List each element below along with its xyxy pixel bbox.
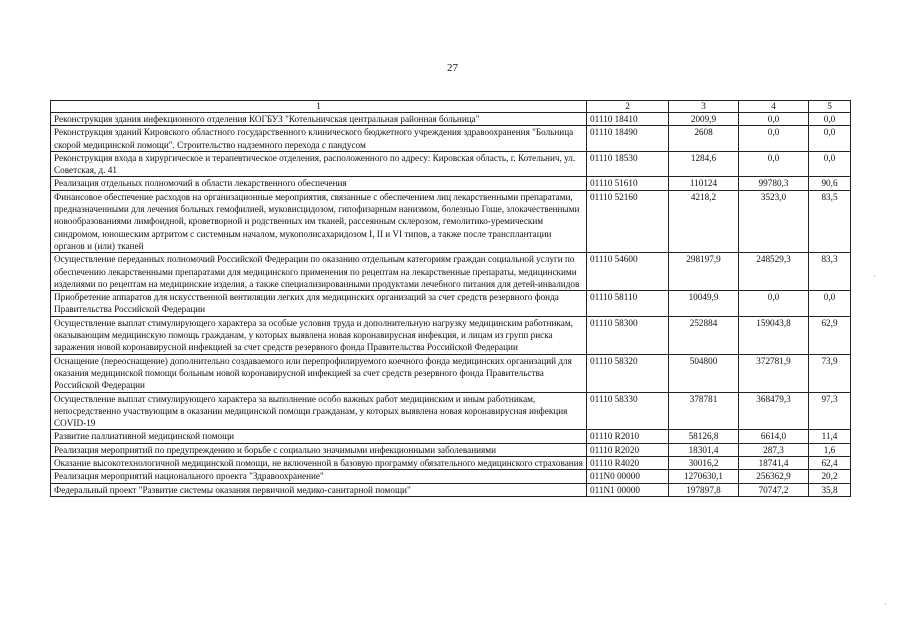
row-planned-cell: 197897,8 <box>669 483 739 496</box>
row-percent-cell: 83,5 <box>809 190 851 252</box>
row-code-cell: 011N1 00000 <box>587 483 669 496</box>
row-name-cell: Осуществление переданных полномочий Российской Федерации по оказанию отдельным категориям граждан социальной услуги по обеспечению лекарственными препаратами для медицинского применения по рецептам на лекарственные препараты, медицинскими изделиями по рецептам на медицинские изделия, а также специализированными продуктами лечебного питания для детей-инвалидов <box>51 253 587 291</box>
row-code-cell: 01110 R2020 <box>587 443 669 456</box>
row-name-cell: Развитие паллиативной медицинской помощи <box>51 430 587 443</box>
row-code-cell: 01110 58330 <box>587 392 669 430</box>
row-executed-cell: 70747,2 <box>739 483 809 496</box>
row-percent-cell: 0,0 <box>809 291 851 317</box>
row-code-cell: 01110 18530 <box>587 151 669 177</box>
row-percent-cell: 90,6 <box>809 177 851 190</box>
row-executed-cell: 3523,0 <box>739 190 809 252</box>
row-executed-cell: 256362,9 <box>739 470 809 483</box>
row-planned-cell: 1270630,1 <box>669 470 739 483</box>
table-row <box>51 354 851 392</box>
row-planned-cell: 58126,8 <box>669 430 739 443</box>
row-executed-cell: 248529,3 <box>739 253 809 291</box>
row-executed-cell: 159043,8 <box>739 316 809 354</box>
row-executed-cell: 368479,3 <box>739 392 809 430</box>
row-executed-cell: 372781,9 <box>739 354 809 392</box>
row-name-cell: Оказание высокотехнологичной медицинской помощи, не включенной в базовую программу обязательного медицинского страхования <box>51 457 587 470</box>
row-code-cell: 01110 58320 <box>587 354 669 392</box>
table-row <box>51 126 851 152</box>
table-row <box>51 470 851 483</box>
table-row <box>51 392 851 430</box>
row-code-cell: 011N0 00000 <box>587 470 669 483</box>
table-row <box>51 190 851 252</box>
row-executed-cell: 0,0 <box>739 126 809 152</box>
table-row <box>51 483 851 496</box>
column-header-percent: 5 <box>809 101 851 113</box>
row-name-cell: Реконструкция зданий Кировского областного государственного клинического бюджетного учреждения здравоохранения "Больница скорой медицинской помощи". Строительство надземного перехода с пандусом <box>51 126 587 152</box>
table-row <box>51 430 851 443</box>
row-percent-cell: 62,4 <box>809 457 851 470</box>
table-row <box>51 316 851 354</box>
row-name-cell: Реализация мероприятий по предупреждению и борьбе с социально значимыми инфекционными заболеваниями <box>51 443 587 456</box>
row-percent-cell: 62,9 <box>809 316 851 354</box>
page-number: 27 <box>447 62 458 74</box>
row-name-cell: Реализация мероприятий национального проекта "Здравоохранение" <box>51 470 587 483</box>
row-planned-cell: 110124 <box>669 177 739 190</box>
row-percent-cell: 35,8 <box>809 483 851 496</box>
row-name-cell: Осуществление выплат стимулирующего характера за выполнение особо важных работ медицинским и иным работникам, непосредственно участвующим в оказании медицинской помощи гражданам, у которых выявлена новая коронавирусная инфекция COVID-19 <box>51 392 587 430</box>
row-name-cell: Реализация отдельных полномочий в области лекарственного обеспечения <box>51 177 587 190</box>
table-row <box>51 457 851 470</box>
row-percent-cell: 0,0 <box>809 113 851 126</box>
table-body <box>51 113 851 497</box>
row-planned-cell: 18301,4 <box>669 443 739 456</box>
row-planned-cell: 504800 <box>669 354 739 392</box>
column-header-planned: 3 <box>669 101 739 113</box>
row-code-cell: 01110 52160 <box>587 190 669 252</box>
row-name-cell: Финансовое обеспечение расходов на организационные мероприятия, связанные с обеспечением лиц лекарственными препаратами, предназначенными для лечения больных гемофилией, муковисцидозом, гипофизарным нанизмом, болезнью Гоше, злокачественными новообразованиями лимфоидной, кроветворной и родственных им тканей, рассеянным склерозом, гемолитико-уремическим синдромом, юношеским артритом с системным началом, мукополисахаридозом I, II и VI типов, а также после трансплантации органов и (или) тканей <box>51 190 587 252</box>
table-row <box>51 177 851 190</box>
column-header-code: 2 <box>587 101 669 113</box>
budget-execution-table <box>50 100 851 497</box>
table-row <box>51 113 851 126</box>
row-code-cell: 01110 54600 <box>587 253 669 291</box>
table-row <box>51 291 851 317</box>
row-executed-cell: 287,3 <box>739 443 809 456</box>
row-code-cell: 01110 R2010 <box>587 430 669 443</box>
row-code-cell: 01110 58110 <box>587 291 669 317</box>
row-code-cell: 01110 18490 <box>587 126 669 152</box>
column-header-name: 1 <box>51 101 587 113</box>
row-name-cell: Реконструкция входа в хирургическое и терапевтическое отделения, расположенного по адресу: Кировская область, г. Котельнич, ул. Советская, д. 41 <box>51 151 587 177</box>
row-planned-cell: 2608 <box>669 126 739 152</box>
scan-speck: · <box>884 599 887 609</box>
row-executed-cell: 6614,0 <box>739 430 809 443</box>
row-planned-cell: 252884 <box>669 316 739 354</box>
row-executed-cell: 0,0 <box>739 151 809 177</box>
row-name-cell: Оснащение (переоснащение) дополнительно создаваемого или перепрофилируемого коечного фонда медицинских организаций для оказания медицинской помощи больным новой коронавирусной инфекцией за счет средств резервного фонда Правительства Российской Федерации <box>51 354 587 392</box>
row-percent-cell: 20,2 <box>809 470 851 483</box>
row-code-cell: 01110 R4020 <box>587 457 669 470</box>
row-name-cell: Реконструкция здания инфекционного отделения КОГБУЗ "Котельничская центральная районная больница" <box>51 113 587 126</box>
row-executed-cell: 0,0 <box>739 291 809 317</box>
row-percent-cell: 1,6 <box>809 443 851 456</box>
table-row <box>51 443 851 456</box>
row-percent-cell: 83,3 <box>809 253 851 291</box>
column-header-executed: 4 <box>739 101 809 113</box>
row-code-cell: 01110 51610 <box>587 177 669 190</box>
row-executed-cell: 99780,3 <box>739 177 809 190</box>
table-header-row <box>51 101 851 113</box>
row-executed-cell: 0,0 <box>739 113 809 126</box>
row-name-cell: Приобретение аппаратов для искусственной вентиляции легких для медицинских организаций за счет средств резервного фонда Правительства Российской Федерации <box>51 291 587 317</box>
row-percent-cell: 97,3 <box>809 392 851 430</box>
row-percent-cell: 0,0 <box>809 126 851 152</box>
table-row <box>51 253 851 291</box>
row-percent-cell: 0,0 <box>809 151 851 177</box>
row-code-cell: 01110 18410 <box>587 113 669 126</box>
row-percent-cell: 73,9 <box>809 354 851 392</box>
row-name-cell: Осуществление выплат стимулирующего характера за особые условия труда и дополнительную нагрузку медицинским работникам, оказывающим медицинскую помощь гражданам, у которых выявлена новая коронавирусная инфекция, и лицам из групп риска заражения новой коронавирусной инфекцией за счет средств резервного фонда Правительства Российской Федерации <box>51 316 587 354</box>
row-code-cell: 01110 58300 <box>587 316 669 354</box>
row-name-cell: Федеральный проект "Развитие системы оказания первичной медико-санитарной помощи" <box>51 483 587 496</box>
row-planned-cell: 30016,2 <box>669 457 739 470</box>
row-planned-cell: 1284,6 <box>669 151 739 177</box>
row-planned-cell: 10049,9 <box>669 291 739 317</box>
row-planned-cell: 298197,9 <box>669 253 739 291</box>
row-planned-cell: 4218,2 <box>669 190 739 252</box>
table-row <box>51 151 851 177</box>
scan-speck: · <box>873 271 876 281</box>
row-planned-cell: 2009,9 <box>669 113 739 126</box>
row-percent-cell: 11,4 <box>809 430 851 443</box>
row-planned-cell: 378781 <box>669 392 739 430</box>
row-executed-cell: 18741,4 <box>739 457 809 470</box>
